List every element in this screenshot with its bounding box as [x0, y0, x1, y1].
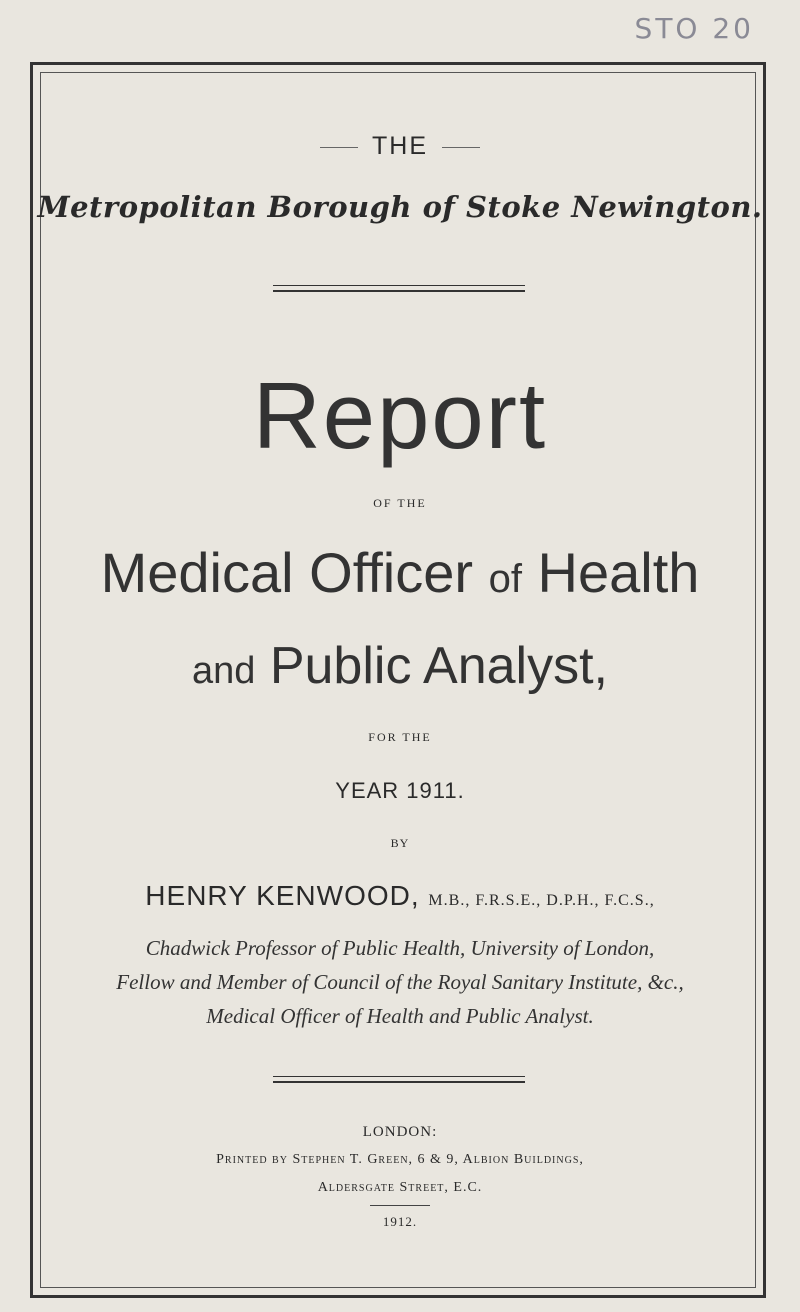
of-text: of — [488, 557, 522, 601]
imprint-printer: Printed by Stephen T. Green, 6 & 9, Albion Buildings, — [216, 1152, 584, 1167]
health-text: Health — [537, 541, 700, 604]
author-name: HENRY KENWOOD, — [145, 880, 420, 911]
rule-thin — [273, 285, 525, 286]
medical-officer-title — [0, 540, 800, 605]
of-the-label: OF THE — [373, 496, 427, 510]
shelfmark-annotation: STO 20 — [634, 12, 754, 45]
author-degrees: M.B., F.R.S.E., D.P.H., F.C.S., — [428, 892, 655, 909]
author-credential-1: Chadwick Professor of Public Health, University of London, — [145, 936, 655, 960]
for-the-label: FOR THE — [368, 730, 432, 744]
right-dash — [442, 147, 480, 148]
the-text: THE — [372, 132, 428, 160]
public-analyst-text: Public Analyst, — [269, 637, 609, 695]
rule-thin — [273, 1076, 525, 1077]
by-label: BY — [390, 836, 410, 850]
public-analyst-title — [0, 636, 800, 696]
double-rule-bottom — [273, 1076, 525, 1083]
double-rule-top — [273, 285, 525, 292]
imprint-rule — [370, 1205, 430, 1206]
year-label: YEAR 1911. — [335, 778, 465, 803]
heading-the — [0, 132, 800, 161]
medical-officer-text: Medical Officer — [100, 541, 474, 604]
rule-thick — [273, 290, 525, 292]
and-text: and — [191, 650, 256, 692]
author-line — [0, 880, 800, 912]
imprint-year: 1912. — [382, 1214, 418, 1229]
borough-title: Metropolitan Borough of Stoke Newington. — [37, 190, 763, 224]
imprint-street: Aldersgate Street, E.C. — [317, 1180, 483, 1195]
author-credential-3: Medical Officer of Health and Public Analyst. — [206, 1004, 594, 1028]
author-credential-2: Fellow and Member of Council of the Royal Sanitary Institute, &c., — [116, 970, 684, 994]
left-dash — [320, 147, 358, 148]
imprint-city: LONDON: — [362, 1124, 438, 1140]
rule-thick — [273, 1081, 525, 1083]
report-title: Report — [252, 363, 548, 468]
